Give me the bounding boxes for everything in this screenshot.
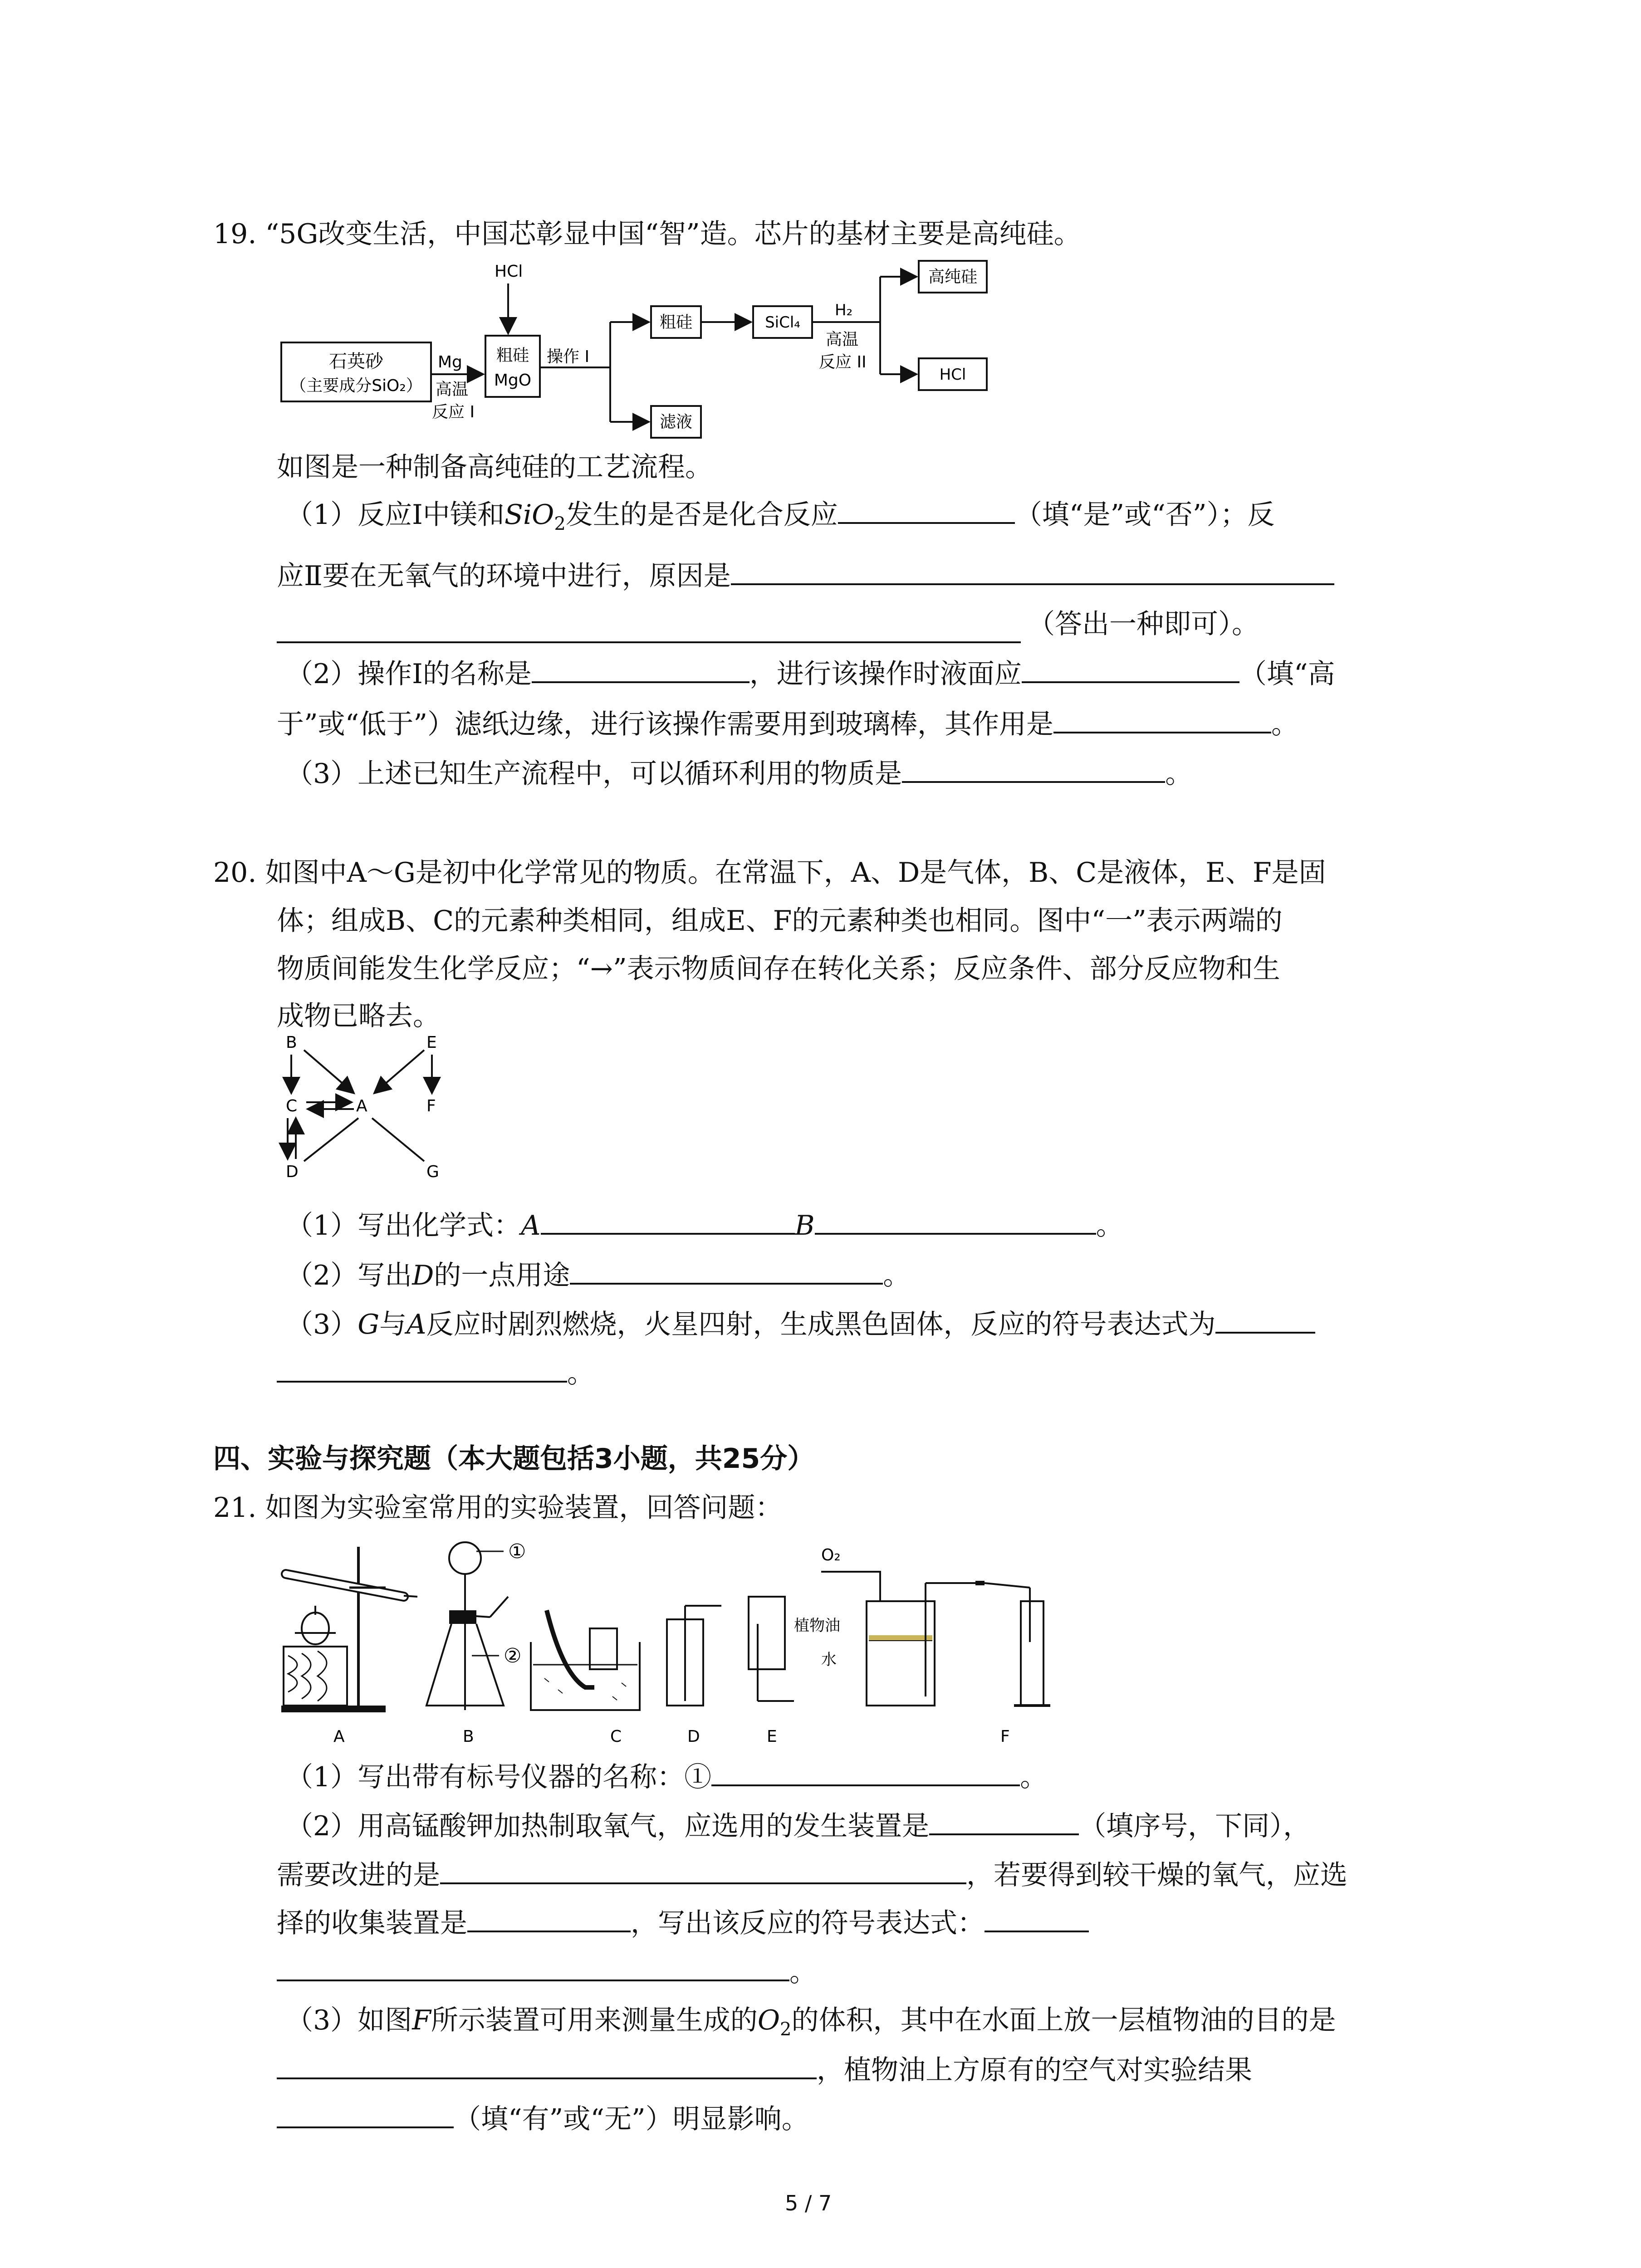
q20-part3	[286, 1305, 1315, 1343]
q20-answer-blank-3[interactable]	[570, 1256, 883, 1285]
q21-p2c-b: ，写出该反应的符号表达式：	[631, 1907, 985, 1939]
q21-part2-line4	[277, 1953, 817, 1990]
q21-p1-text: （1）写出带有标号仪器的名称：①	[286, 1761, 712, 1793]
q19-intro: 如图是一种制备高纯硅的工艺流程。	[277, 451, 712, 483]
apparatus-a	[281, 1547, 417, 1712]
q19-p2-end: 。	[1271, 709, 1299, 740]
q21-stem: 21. 如图为实验室常用的实验装置，回答问题：	[213, 1492, 783, 1524]
q20-part3-line2	[277, 1354, 594, 1392]
q21-part2-line3	[277, 1904, 1089, 1941]
q21-p3a: （3）如图	[286, 2004, 412, 2036]
q19-answer-blank-2[interactable]	[731, 557, 1334, 585]
q20-answer-blank-4[interactable]	[1215, 1305, 1315, 1334]
q20-p2-text: （2）写出	[286, 1260, 412, 1291]
q19-flow-diagram	[272, 259, 1021, 449]
node-d: D	[286, 1163, 299, 1181]
q20-line2: 体；组成B、C的元素种类相同，组成E、F的元素种类也相同。图中“一”表示两端的	[277, 905, 1283, 937]
flow-filtrate: 滤液	[659, 413, 693, 431]
q21-part3-line3	[277, 2100, 809, 2137]
q21-answer-blank-8[interactable]	[277, 2100, 454, 2128]
q21-p2a: （2）用高锰酸钾加热制取氧气，应选用的发生装置是	[286, 1810, 930, 1842]
label-e: E	[767, 1727, 777, 1746]
flow-pure-si: 高纯硅	[928, 268, 978, 286]
node-e: E	[426, 1033, 437, 1052]
flow-high-temp-2: 高温	[826, 330, 859, 349]
q19-part1-line3: （答出一种即可）。	[1028, 608, 1259, 640]
q21-p2c: 择的收集装置是	[277, 1907, 467, 1939]
label-f: F	[1000, 1727, 1010, 1746]
flow-hcl-out: HCl	[939, 366, 966, 384]
apparatus-e	[749, 1597, 794, 1701]
q20-answer-blank-1[interactable]	[541, 1207, 795, 1235]
q21-p3b: ，植物油上方原有的空气对实验结果	[817, 2054, 1252, 2086]
oil-label: 植物油	[794, 1617, 840, 1635]
label-a: A	[333, 1727, 345, 1746]
q20-part2	[286, 1256, 910, 1294]
q19-p1-formula: SiO	[504, 499, 554, 531]
q21-part2-line1	[286, 1807, 1310, 1844]
q19-p2-line2-text: 于”或“低于”）滤纸边缘，进行该操作需要用到玻璃棒，其作用是	[277, 709, 1054, 740]
flow-reaction-2: 反应 II	[819, 353, 867, 371]
q19-answer-blank-4[interactable]	[532, 655, 749, 683]
q19-answer-blank-7[interactable]	[902, 755, 1165, 783]
q19-stem: 19. “5G改变生活，中国芯彰显中国“智”造。芯片的基材主要是高纯硅。	[213, 218, 1081, 250]
q20-p3-A: A	[407, 1309, 426, 1340]
apparatus-b	[426, 1542, 508, 1710]
q20-p2-end: 。	[883, 1260, 911, 1291]
q21-p2b: 需要改进的是	[277, 1859, 440, 1891]
q21-answer-blank-1[interactable]	[711, 1758, 1020, 1786]
q19-p2b: ，进行该操作时液面应	[749, 658, 1022, 690]
circle-label-1: ①	[508, 1540, 526, 1563]
q19-p1a: （1）反应Ⅰ中镁和	[286, 499, 505, 531]
q19-p3-text: （3）上述已知生产流程中，可以循环利用的物质是	[286, 758, 902, 790]
q21-part2-line2	[277, 1856, 1347, 1893]
q21-answer-blank-2[interactable]	[929, 1807, 1079, 1835]
q20-relation-diagram	[277, 1030, 467, 1184]
q21-answer-blank-5[interactable]	[985, 1904, 1089, 1932]
q20-line4: 成物已略去。	[277, 1000, 440, 1032]
q19-part2-line2	[277, 705, 1298, 743]
q19-part1-line2	[277, 557, 1334, 594]
q21-p2b-b: ，若要得到较干燥的氧气，应选	[966, 1859, 1347, 1891]
flow-h2: H₂	[835, 301, 853, 319]
q21-p3-sub: 2	[780, 2019, 792, 2040]
q21-p1-end: 。	[1020, 1761, 1048, 1793]
apparatus-d	[667, 1606, 721, 1706]
flow-hcl-top: HCl	[495, 262, 523, 281]
node-b: B	[286, 1033, 297, 1052]
q20-p1-b: B	[794, 1210, 815, 1242]
q19-p3-end: 。	[1165, 758, 1193, 790]
apparatus-c	[531, 1610, 640, 1710]
q19-part3	[286, 755, 1192, 792]
q20-p2-b: 的一点用途	[434, 1260, 570, 1291]
flow-crude-si: 粗硅	[659, 313, 693, 332]
flow-start-1: 石英砂	[329, 351, 383, 372]
q20-p3-end: 。	[567, 1358, 594, 1389]
q21-part3-line1	[286, 2002, 1336, 2048]
q20-p3-prefix: （3）	[286, 1309, 358, 1340]
page-number: 5 / 7	[785, 2191, 832, 2215]
q21-answer-blank-3[interactable]	[440, 1856, 966, 1884]
q21-p3-o: O	[757, 2004, 780, 2036]
q19-p1b: 发生的是否是化合反应	[565, 499, 838, 531]
q20-answer-blank-2[interactable]	[815, 1207, 1096, 1235]
q20-p1-a: A	[521, 1210, 541, 1242]
flow-crude-2: MgO	[494, 371, 532, 390]
q19-p1-line2-text: 应Ⅱ要在无氧气的环境中进行，原因是	[277, 560, 731, 592]
section-4-heading: 四、实验与探究题（本大题包括3小题，共25分）	[213, 1443, 815, 1475]
q20-p3-b: 反应时剧烈燃烧，火星四射，生成黑色固体，反应的符号表达式为	[426, 1309, 1216, 1340]
q19-answer-blank-5[interactable]	[1022, 655, 1239, 683]
flow-op1: 操作 I	[547, 347, 590, 366]
label-d: D	[687, 1727, 700, 1746]
q19-answer-blank-1[interactable]	[838, 496, 1015, 524]
q21-part3-line2	[277, 2051, 1252, 2088]
circle-label-2: ②	[504, 1644, 522, 1667]
q20-answer-blank-5[interactable]	[277, 1354, 567, 1383]
q20-p3-a: 与	[379, 1309, 407, 1340]
q21-p2d-end: 。	[789, 1956, 817, 1988]
q20-p2-d: D	[412, 1260, 434, 1291]
q21-answer-blank-4[interactable]	[467, 1904, 631, 1932]
q19-p2c: （填“高	[1239, 658, 1335, 690]
water-label: 水	[821, 1651, 837, 1669]
q20-p1-text: （1）写出化学式：	[286, 1210, 521, 1242]
q20-line1: 20. 如图中A～G是初中化学常见的物质。在常温下，A、D是气体，B、C是液体，E、F是固	[213, 857, 1326, 889]
node-g: G	[426, 1163, 439, 1181]
q21-p3c: （填“有”或“无”）明显影响。	[454, 2103, 809, 2135]
q19-part1-line1	[286, 496, 1275, 542]
node-f: F	[426, 1097, 436, 1115]
flow-crude-1: 粗硅	[496, 346, 529, 365]
q20-part1	[286, 1207, 1123, 1244]
label-c: C	[610, 1727, 622, 1746]
q21-p3a-c: 的体积，其中在水面上放一层植物油的目的是	[791, 2004, 1336, 2036]
q19-p2a: （2）操作Ⅰ的名称是	[286, 658, 532, 690]
q19-p1-sub: 2	[554, 513, 566, 534]
q19-answer-blank-6[interactable]	[1053, 705, 1271, 733]
apparatus-f	[794, 1546, 1050, 1706]
flow-reaction-1: 反应 I	[432, 403, 475, 421]
o2-label: O₂	[821, 1546, 841, 1564]
q21-p2a-b: （填序号，下同），	[1079, 1810, 1311, 1842]
node-a: A	[356, 1097, 367, 1115]
q21-p3a-b: 所示装置可用来测量生成的	[431, 2004, 758, 2036]
flow-start-2: （主要成分SiO₂）	[290, 376, 422, 395]
q20-p3-g: G	[358, 1309, 380, 1340]
q19-p1c: （填“是”或“否”）；反	[1014, 499, 1275, 531]
q20-p1-end: 。	[1096, 1210, 1123, 1242]
label-b: B	[463, 1727, 474, 1746]
q21-answer-blank-7[interactable]	[277, 2051, 817, 2079]
q21-part1	[286, 1758, 1047, 1795]
q21-apparatus-figure	[277, 1538, 1093, 1746]
q19-answer-blank-3[interactable]	[277, 641, 1021, 643]
flow-sicl4: SiCl₄	[765, 313, 800, 332]
q20-line3: 物质间能发生化学反应；“→”表示物质间存在转化关系；反应条件、部分反应物和生	[277, 953, 1280, 985]
flow-mg: Mg	[438, 353, 462, 371]
q21-p3-f: F	[412, 2004, 431, 2036]
flow-high-temp-1: 高温	[436, 380, 469, 399]
node-c: C	[286, 1097, 298, 1115]
q21-answer-blank-6[interactable]	[277, 1953, 789, 1981]
q19-part2-line1	[286, 655, 1335, 692]
